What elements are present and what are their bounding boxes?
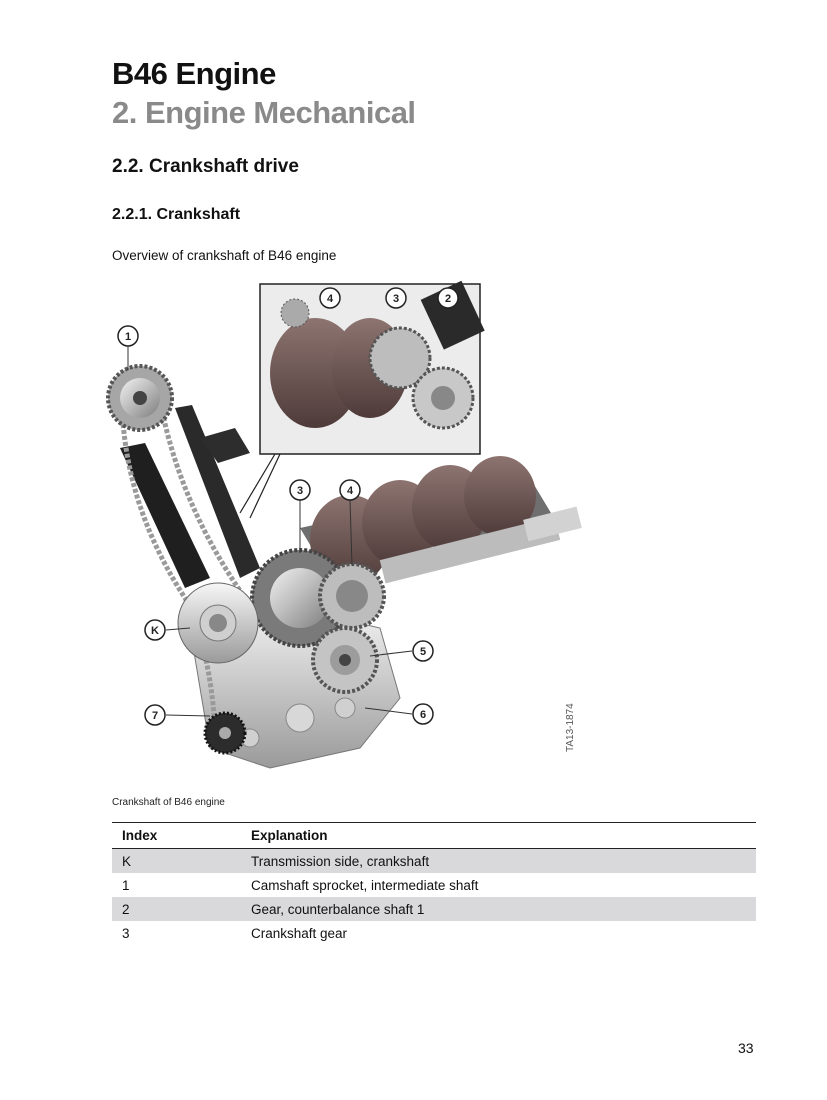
inset-callout-2 [438, 288, 458, 308]
callout-1 [118, 326, 138, 346]
crankshaft-illustration [100, 278, 620, 798]
subsection-heading: 2.2.1. Crankshaft [112, 206, 241, 223]
inset-callout-4 [320, 288, 340, 308]
callout-4 [340, 480, 360, 500]
camshaft-sprocket [108, 366, 172, 430]
counterbalance-gear [320, 564, 384, 628]
callout-k [145, 620, 165, 640]
transmission-flange [178, 583, 258, 663]
idler-gear [313, 628, 377, 692]
page-number: 33 [738, 1040, 754, 1056]
column-header-index: Index [112, 823, 241, 849]
figure-heading: Overview of crankshaft of B46 engine [112, 248, 337, 263]
index-table [112, 822, 756, 945]
callout-5 [413, 641, 433, 661]
svg-text:3: 3 [296, 485, 304, 497]
table-row [112, 849, 756, 874]
table-row [112, 921, 756, 945]
chain-guides [120, 405, 260, 588]
svg-text:4: 4 [326, 293, 334, 305]
svg-text:7: 7 [151, 710, 159, 722]
figure-caption: Crankshaft of B46 engine [112, 797, 225, 808]
document-title: B46 Engine [112, 56, 276, 91]
inset-callout-3 [386, 288, 406, 308]
callout-7 [145, 705, 165, 725]
table-cell-explanation: Crankshaft gear [251, 925, 348, 941]
table-cell-index: 2 [112, 897, 241, 921]
svg-text:5: 5 [419, 646, 427, 658]
section-heading: 2.2. Crankshaft drive [112, 156, 299, 177]
table-cell-index: 1 [122, 877, 130, 893]
chapter-title: 2. Engine Mechanical [112, 95, 416, 130]
figure-code: TA13-1874 [565, 703, 576, 752]
svg-text:4: 4 [346, 485, 354, 497]
oil-pump-sprocket [205, 713, 245, 753]
table-cell-index: K [112, 849, 241, 874]
table-header-row [112, 823, 756, 849]
svg-text:2: 2 [444, 293, 452, 305]
svg-text:3: 3 [392, 293, 400, 305]
svg-text:6: 6 [419, 709, 427, 721]
svg-text:K: K [151, 625, 159, 637]
table-cell-explanation: Transmission side, crankshaft [241, 849, 756, 874]
table-cell-explanation: Gear, counterbalance shaft 1 [241, 897, 756, 921]
table-cell-explanation: Camshaft sprocket, intermediate shaft [251, 877, 479, 893]
svg-text:1: 1 [124, 331, 132, 343]
callout-3 [290, 480, 310, 500]
column-header-explanation: Explanation [241, 823, 756, 849]
table-cell-index: 3 [122, 925, 130, 941]
table-row [112, 897, 756, 921]
table-row [112, 873, 756, 897]
inset-pointer [240, 454, 280, 518]
callout-6 [413, 704, 433, 724]
